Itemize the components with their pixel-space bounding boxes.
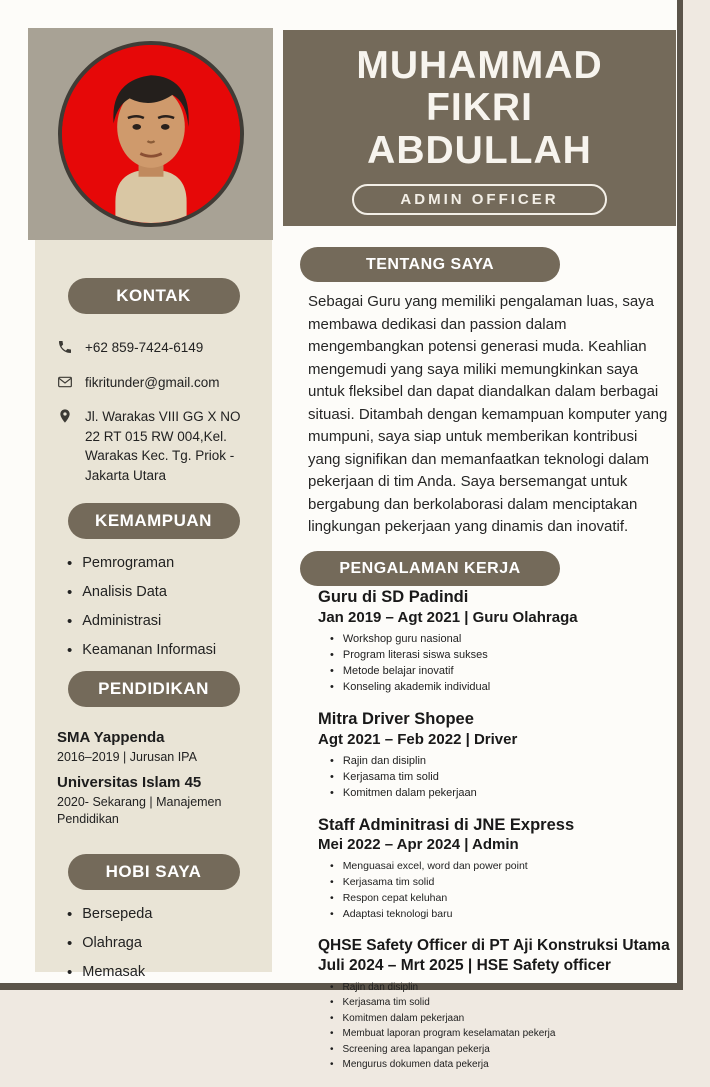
- list-item: • Komitmen dalam pekerjaan: [330, 787, 676, 799]
- list-item: • Workshop guru nasional: [330, 633, 676, 645]
- job-title: Mitra Driver Shopee: [318, 709, 474, 728]
- header-block: [283, 30, 676, 226]
- contact-heading: KONTAK: [68, 278, 240, 314]
- contact-list: [53, 314, 254, 485]
- profile-photo: [58, 41, 244, 227]
- job-bullets: [330, 633, 676, 693]
- avatar-illustration: [62, 45, 240, 223]
- job-period: Mei 2022 – Apr 2024 | Admin: [318, 836, 519, 854]
- list-item: • Pemrograman: [67, 555, 254, 572]
- list-item: • Kerjasama tim solid: [330, 771, 676, 783]
- education-list: [53, 707, 254, 828]
- job-entry: [318, 937, 676, 1070]
- skills-heading: KEMAMPUAN: [68, 503, 240, 539]
- list-item: • Komitmen dalam pekerjaan: [330, 1013, 676, 1024]
- job-period: Jan 2019 – Agt 2021 | Guru Olahraga: [318, 608, 578, 626]
- list-item: • Menguasai excel, word dan power point: [330, 860, 676, 872]
- job-period: Juli 2024 – Mrt 2025 | HSE Safety officer: [318, 956, 611, 974]
- contact-email-text: fikritunder@gmail.com: [85, 374, 220, 390]
- list-item: • Administrasi: [67, 613, 254, 630]
- contact-email: [57, 373, 254, 393]
- job-entry: [318, 588, 676, 693]
- education-school: SMA Yappenda: [57, 729, 165, 747]
- list-item: • Olahraga: [67, 935, 254, 952]
- name-line: MUHAMMAD: [356, 44, 603, 88]
- location-pin-icon: [57, 407, 74, 485]
- job-title-badge: ADMIN OFFICER: [352, 184, 606, 215]
- job-entry: [318, 816, 676, 921]
- contact-address: [57, 407, 254, 485]
- list-item: • Mengurus dokumen data pekerja: [330, 1059, 676, 1070]
- name-line: ABDULLAH: [367, 128, 592, 172]
- list-item: • Rajin dan disiplin: [330, 755, 676, 767]
- job-bullets: [330, 860, 676, 920]
- list-item: • Memasak: [67, 964, 254, 981]
- contact-phone: [57, 338, 254, 358]
- about-heading: TENTANG SAYA: [300, 247, 560, 282]
- list-item: • Keamanan Informasi: [67, 642, 254, 659]
- hobbies-heading: HOBI SAYA: [68, 854, 240, 890]
- about-paragraph: Sebagai Guru yang memiliki pengalaman luas, saya membawa dedikasi dan passion dalam mengembangkan potensi generasi muda. Keahlian mengemudi yang saya miliki memungkinkan saya untuk fleksibel dan dapat diandalkan dalam berbagai situasi. Ditambah dengan kemampuan komputer yang mumpuni, saya siap untuk memberikan kontribusi yang signifikan dan memanfaatkan teknologi dalam pekerjaan di tim Anda. Saya bersemangat untuk bergabung dan berkolaborasi dalam menciptakan lingkungan pekerjaan yang dinamis dan inovatif.: [308, 293, 668, 535]
- contact-address-text: Jl. Warakas VIII GG X NO 22 RT 015 RW 004,Kel. Warakas Kec. Tg. Priok - Jakarta Utara: [85, 409, 241, 483]
- education-detail: 2016–2019 | Jurusan IPA: [57, 750, 197, 765]
- education-heading: PENDIDIKAN: [68, 671, 240, 707]
- list-item: • Bersepeda: [67, 906, 254, 923]
- list-item: • Metode belajar inovatif: [330, 665, 676, 677]
- job-title: Staff Adminitrasi di JNE Express: [318, 815, 575, 834]
- job-title: Guru di SD Padindi: [318, 588, 469, 606]
- list-item: • Adaptasi teknologi baru: [330, 908, 676, 920]
- phone-icon: [57, 338, 74, 358]
- list-item: • Analisis Data: [67, 584, 254, 601]
- envelope-icon: [57, 373, 74, 393]
- experience-heading: PENGALAMAN KERJA: [300, 551, 560, 586]
- list-item: • Kerjasama tim solid: [330, 876, 676, 888]
- job-entry: [318, 710, 676, 799]
- contact-phone-text: +62 859-7424-6149: [85, 340, 204, 355]
- job-bullets: [330, 755, 676, 799]
- list-item: • Respon cepat keluhan: [330, 892, 676, 904]
- sidebar: [35, 240, 272, 980]
- list-item: • Konseling akademik individual: [330, 681, 676, 693]
- hobbies-list: [53, 890, 254, 981]
- list-item: • Rajin dan disiplin: [330, 982, 676, 993]
- job-title: QHSE Safety Officer di PT Aji Konstruksi Utama: [318, 937, 670, 955]
- job-period: Agt 2021 – Feb 2022 | Driver: [318, 730, 518, 748]
- name-line: FIKRI: [426, 86, 533, 130]
- list-item: • Program literasi siswa sukses: [330, 649, 676, 661]
- candidate-name: [356, 45, 602, 171]
- list-item: • Membuat laporan program keselamatan pekerja: [330, 1028, 676, 1039]
- education-detail: 2020- Sekarang | Manajemen Pendidikan: [57, 795, 222, 827]
- list-item: • Screening area lapangan pekerja: [330, 1044, 676, 1055]
- education-school: Universitas Islam 45: [57, 774, 202, 792]
- list-item: • Kerjasama tim solid: [330, 997, 676, 1008]
- photo-block: [28, 28, 273, 240]
- skills-list: [53, 539, 254, 659]
- job-bullets: [330, 982, 676, 1071]
- experience-list: [318, 588, 676, 1087]
